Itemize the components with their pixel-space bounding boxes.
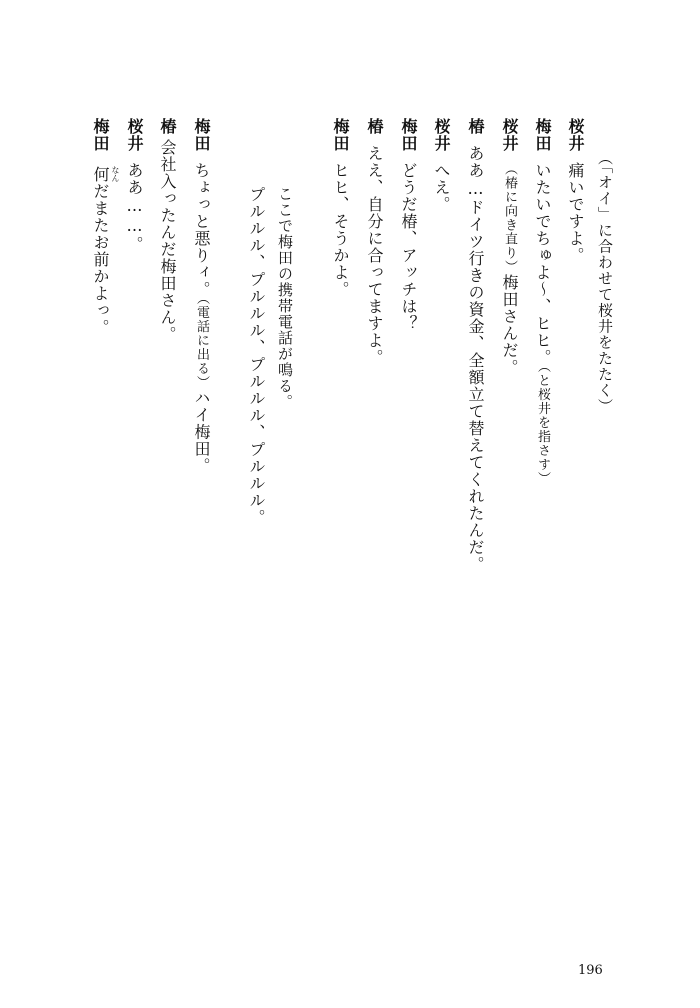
stage-direction-col1 bbox=[593, 150, 617, 415]
dialogue-text-2: ハイ梅田。 bbox=[192, 389, 211, 475]
dialogue-text: ああ…ドイツ行きの資金、全額立て替えてくれたんだ。 bbox=[466, 145, 485, 573]
stage-direction-col10 bbox=[273, 186, 297, 410]
dialogue-text: 会社入ったんだ梅田さん。 bbox=[158, 139, 177, 343]
dialogue-text: いたいでちゅよ〜、ヒヒ。 bbox=[533, 162, 552, 366]
sound-effect-text: プルルル、プルルル、プルルル、プルルル。 bbox=[247, 186, 266, 526]
sound-effect-col11 bbox=[244, 186, 268, 526]
dialogue-line-6 bbox=[429, 118, 453, 213]
dialogue-line-9 bbox=[328, 118, 352, 298]
speaker-name: 椿 bbox=[466, 118, 485, 135]
speaker-name: 桜井 bbox=[566, 118, 585, 152]
dialogue-text: 梅田さんだ。 bbox=[500, 274, 519, 376]
dialogue-text: ええ、自分に合ってますよ。 bbox=[365, 145, 384, 366]
speaker-name: 桜井 bbox=[125, 118, 144, 152]
ruby-annotation: なん bbox=[111, 166, 120, 182]
dialogue-text: どうだ椿、アッチは？ bbox=[399, 162, 418, 332]
dialogue-line-2 bbox=[563, 118, 587, 264]
stage-note: （椿に向き直り） bbox=[502, 162, 517, 274]
speaker-name: 梅田 bbox=[399, 118, 418, 152]
dialogue-line-7 bbox=[396, 118, 420, 332]
stage-note: （電話に出る） bbox=[194, 298, 209, 390]
dialogue-text: 何だまたお前かよっ。 bbox=[91, 166, 110, 336]
dialogue-line-15 bbox=[88, 118, 112, 336]
speaker-name: 梅田 bbox=[192, 118, 211, 152]
dialogue-line-4 bbox=[497, 118, 521, 376]
dialogue-line-13 bbox=[155, 118, 179, 343]
speaker-name: 椿 bbox=[158, 118, 177, 135]
speaker-name: 梅田 bbox=[533, 118, 552, 152]
dialogue-line-3 bbox=[530, 118, 554, 486]
stage-direction-text: （「オイ」に合わせて桜井をたたく） bbox=[596, 150, 614, 415]
speaker-name: 梅田 bbox=[91, 118, 110, 152]
dialogue-line-5 bbox=[463, 118, 487, 573]
dialogue-text: へえ。 bbox=[432, 162, 451, 213]
dialogue-text: ちょっと悪りィ。 bbox=[192, 162, 211, 298]
stage-direction-text: ここで梅田の携帯電話が鳴る。 bbox=[276, 186, 294, 410]
dialogue-line-8 bbox=[362, 118, 386, 366]
dialogue-line-14 bbox=[122, 118, 146, 253]
speaker-name: 椿 bbox=[365, 118, 384, 135]
dialogue-text: 痛いですよ。 bbox=[566, 162, 585, 264]
speaker-name: 桜井 bbox=[500, 118, 519, 152]
dialogue-line-12 bbox=[189, 118, 213, 475]
dialogue-text: ああ……。 bbox=[125, 162, 144, 253]
speaker-name: 桜井 bbox=[432, 118, 451, 152]
speaker-name: 梅田 bbox=[331, 118, 350, 152]
dialogue-text: ヒヒ、そうかよ。 bbox=[331, 162, 350, 298]
stage-note: （と桜井を指さす） bbox=[535, 366, 550, 486]
page-number: 196 bbox=[578, 963, 603, 978]
